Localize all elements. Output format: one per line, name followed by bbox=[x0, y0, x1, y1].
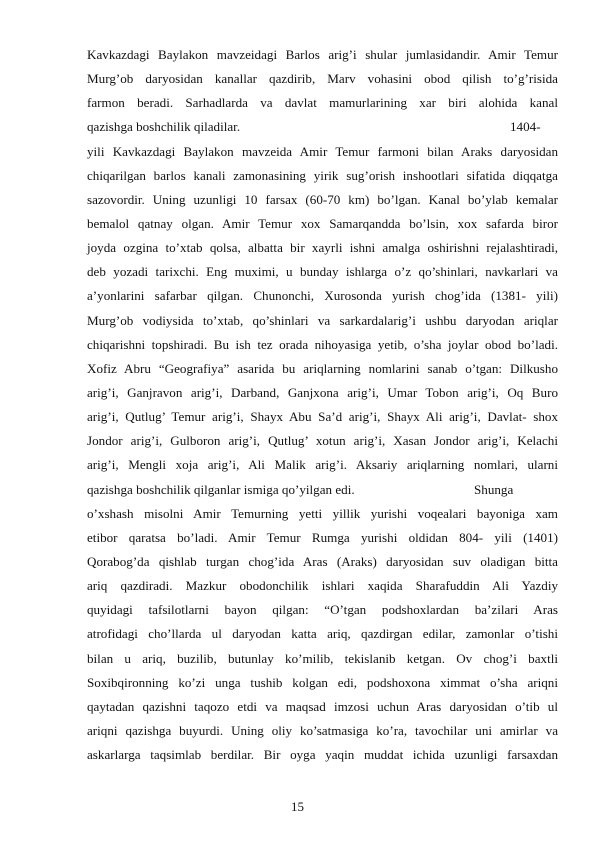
text-line: arig’i, Mengli xoja arig’i, Ali Malik arig’i. Aksariy ariqlarning nomlari, ularni bbox=[87, 457, 558, 473]
text-line-start: qazishga boshchilik qiladilar. bbox=[87, 119, 241, 135]
text-line: quyidagi tafsilotlarni bayon qilgan: “O’tgan podshoxlardan ba’zilari Aras bbox=[87, 602, 558, 618]
text-line: deb yozadi tarixchi. Eng muximi, u bunday ishlarga o’z qo’shinlari, navkarlari va bbox=[87, 264, 558, 280]
text-line: bilan u ariq, buzilib, butunlay ko’milib, tekislanib ketgan. Ov chog’i baxtli bbox=[87, 650, 558, 666]
text-line: sazovordir. Uning uzunligi 10 farsax (60-70 km) bo’lgan. Kanal bo’ylab kemalar bbox=[87, 191, 558, 207]
text-line: arig’i, Qutlug’ Temur arig’i, Shayx Abu Sa’d arig’i, Shayx Ali arig’i, Davlat- shox bbox=[87, 409, 558, 425]
text-line bbox=[87, 115, 558, 139]
text-line: Murg’ob daryosidan kanallar qazdirib, Marv vohasini obod qilish to’g’risida bbox=[87, 71, 558, 87]
text-line: ariq qazdiradi. Mazkur obodonchilik ishlari xaqida Sharafuddin Ali Yazdiy bbox=[87, 578, 558, 594]
text-line: Qorabog’da qishlab turgan chog’ida Aras (Araks) daryosidan suv oladigan bitta bbox=[87, 553, 558, 569]
text-line: askarlarga taqsimlab berdilar. Bir oyga yaqin muddat ichida uzunligi farsaxdan bbox=[87, 747, 558, 763]
text-line-start: qazishga boshchilik qilganlar ismiga qo’yilgan edi. bbox=[87, 481, 355, 497]
text-line: Soxibqironning ko’zi unga tushib kolgan edi, podshoxona ximmat o’sha ariqni bbox=[87, 674, 558, 690]
text-line bbox=[87, 478, 558, 502]
text-line: farmon beradi. Sarhadlarda va davlat mamurlarining xar biri alohida kanal bbox=[87, 95, 558, 111]
text-line: chiqarishni topshiradi. Bu ish tez orada nihoyasiga yetib, o’sha joylar obod bo’ladi. bbox=[87, 336, 558, 352]
text-line: ariqni qazishga buyurdi. Uning oliy ko’satmasiga ko’ra, tavochilar uni amirlar va bbox=[87, 722, 558, 738]
text-line: Jondor arig’i, Gulboron arig’i, Qutlug’ xotun arig’i, Xasan Jondor arig’i, Kelachi bbox=[87, 433, 558, 449]
body-text bbox=[87, 43, 558, 767]
text-line: qaytadan qazishni taqozo etdi va maqsad imzosi uchun Aras daryosidan o’tib ul bbox=[87, 698, 558, 714]
text-line: o’xshash misolni Amir Temurning yetti yillik yurishi voqealari bayoniga xam bbox=[87, 505, 558, 521]
text-line: a’yonlarini safarbar qilgan. Chunonchi, Xurosonda yurish chog’ida (1381- yili) bbox=[87, 288, 558, 304]
text-line: Murg’ob vodiysida to’xtab, qo’shinlari va sarkardalarig’i ushbu daryodan ariqlar bbox=[87, 312, 558, 328]
text-line-end: 1404- bbox=[510, 119, 541, 135]
text-line: bemalol qatnay olgan. Amir Temur xox Samarqandda bo’lsin, xox safarda biror bbox=[87, 215, 558, 231]
text-line: atrofidagi cho’llarda ul daryodan katta ariq, qazdirgan edilar, zamonlar o’tishi bbox=[87, 626, 558, 642]
text-line: joyda ozgina to’xtab qolsa, albatta bir xayrli ishni amalga oshirishni rejalashtiradi, bbox=[87, 240, 558, 256]
text-line: chiqarilgan barlos kanali zamonasining yirik sug’orish inshootlari sifatida diqqatga bbox=[87, 167, 558, 183]
page-number: 15 bbox=[291, 799, 304, 814]
text-line: Kavkazdagi Baylakon mavzeidagi Barlos arig’i shular jumlasidandir. Amir Temur bbox=[87, 47, 558, 62]
text-line: Xofiz Abru “Geografiya” asarida bu ariqlarning nomlarini sanab o’tgan: Dilkusho bbox=[87, 360, 558, 376]
text-line: yili Kavkazdagi Baylakon mavzeida Amir Temur farmoni bilan Araks daryosidan bbox=[87, 143, 558, 159]
text-line: arig’i, Ganjravon arig’i, Darband, Ganjxona arig’i, Umar Tobon arig’i, Oq Buro bbox=[87, 384, 558, 400]
text-line: etibor qaratsa bo’ladi. Amir Temur Rumga yurishi oldidan 804- yili (1401) bbox=[87, 529, 558, 545]
text-line-end: Shunga bbox=[474, 481, 514, 497]
